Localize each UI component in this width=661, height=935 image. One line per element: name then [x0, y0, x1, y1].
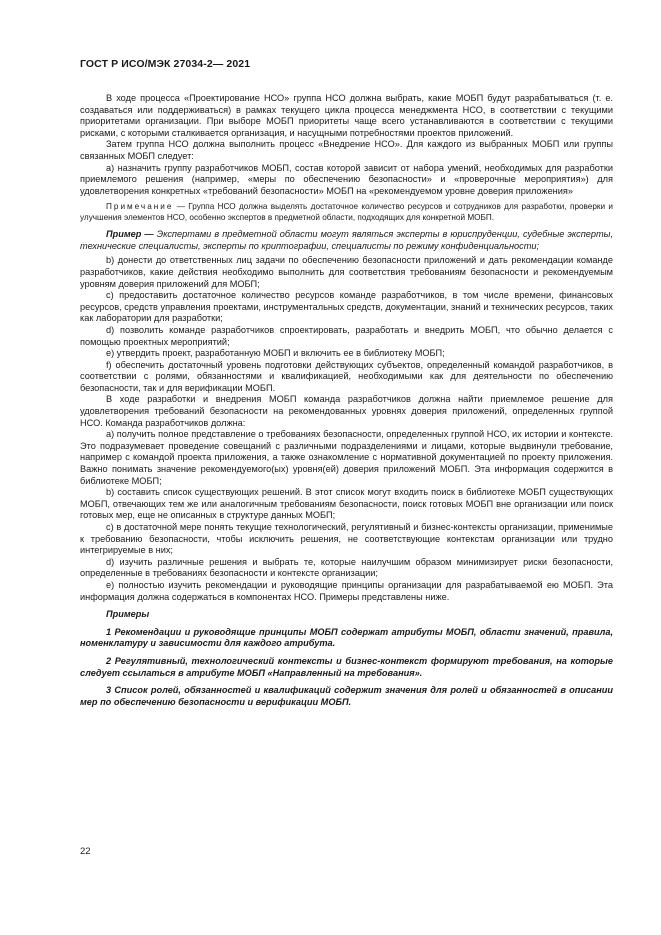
list-item-d-design: d) позволить команде разработчиков спроектировать, разработать и внедрить МОБП, что обычно делается с помощью проектных мероприятий;: [80, 324, 613, 347]
dev-item-b-list-solutions: b) составить список существующих решений. В этот список могут входить поиск в библиотеке МОБП существующих МОБП, отвечающих тем же или аналогичным требованиям безопасности, поиск готовых МОБП вне организации или поиск готовых мер, еще не описанных в структуре данных МОБП;: [80, 487, 613, 521]
example-block: [80, 229, 613, 252]
paragraph-design-process: В ходе процесса «Проектирование НСО» группа НСО должна выбрать, какие МОБП будут разрабатываться (т. е. создаваться или поддерживаться) в рамках текущего цикла процесса менеджмента НСО, в соответствии с текущими приоритетами организации. При выборе МОБП приоритеты чаще всего устанавливаются в соответствии с текущими рисками, с которыми сталкивается организация, и насущными потребностями проектов приложений.: [80, 93, 613, 138]
document-page: [80, 58, 613, 708]
list-item-e-approve: e) утвердить проект, разработанную МОБП и включить ее в библиотеку МОБП;: [106, 348, 445, 359]
list-item-f-training: f) обеспечить достаточный уровень подготовки действующих субъектов, определенный командой разработчиков, в соответствии с ролями, обязанностями и квалификацией, необходимыми как для деятельности по обеспечению безопасности, так и для верификации МОБП.: [80, 359, 613, 393]
list-item-a-assign-team: a) назначить группу разработчиков МОБП, состав которой зависит от набора умений, необходимых для разработки приемлемого решения (например, «меры по обеспечению безопасности» и «проверочные мероприятия») для удовлетворения конкретных «требований безопасности» МОБП на «рекомендуемом уровне доверия приложения»: [80, 162, 613, 196]
note-label: Примечание: [106, 202, 174, 212]
example-text: Экспертами в предметной области могут являться эксперты в юриспруденции, судебные эксперты, технические специалисты, эксперты по криптографии, специалисты по режиму конфиденциальности;: [80, 229, 613, 251]
dev-item-c-context: c) в достаточной мере понять текущие технологический, регулятивный и бизнес-контексты организации, применимые к требованию безопасности, чтобы исключить решения, не соответствующие контекстам организации или трудно интегрируемые в них;: [80, 522, 613, 556]
example-label: Пример —: [106, 229, 154, 240]
note-block: [80, 202, 613, 223]
dev-item-a-understand: a) получить полное представление о требованиях безопасности, определенных группой НСО, их истории и контексте. Это подразумевает проведение совещаний с различными подразделениями и лицами, которые выдвинули требование, например с командой проекта приложения, а также ознакомление с нормативной документацией по проекту приложения. Важно понимать значение рекомендуемого(ых) уровня(ей) доверия приложений МОБП. Эта информация содержится в библиотеке МОБП;: [80, 429, 613, 486]
list-item-b-communicate: b) донести до ответственных лиц задачи по обеспечению безопасности приложений и дать рекомендации команде разработчиков, какие действия необходимо выполнить для соответствия требованиям безопасности и рекомендуемым уровням доверия приложений для МОБП;: [80, 255, 613, 289]
dev-item-e-guidelines: e) полностью изучить рекомендации и руководящие принципы организации для разрабатываемой ею МОБП. Эта информация должна содержаться в компонентах НСО. Примеры представлены ниже.: [80, 579, 613, 602]
running-header: ГОСТ Р ИСО/МЭК 27034-2— 2021: [80, 58, 251, 70]
dev-item-d-select: d) изучить различные решения и выбрать те, которые наилучшим образом минимизирует риски безопасности, определенные в требованиях безопасности и контексте организации;: [80, 556, 613, 579]
paragraph-development: В ходе разработки и внедрения МОБП команда разработчиков должна найти приемлемое решение для удовлетворения требований безопасности на рекомендованных уровнях доверия приложений, определенных группой НСО. Команда разработчиков должна:: [80, 394, 613, 428]
list-item-c-resources: c) предоставить достаточное количество ресурсов команде разработчиков, в том числе времени, финансовых ресурсов, средств управления проектами, инструментальных средств, документации, знаний и технических ресурсов, таких как лаборатории для разработки;: [80, 290, 613, 324]
example-item-2: 2 Регулятивный, технологический контексты и бизнес-контекст формируют требования, на которые следует ссылаться в атрибуте МОБП «Направленный на требования».: [80, 655, 613, 678]
note-text: — Группа НСО должна выделять достаточное количество ресурсов и сотрудников для разработки, проверки и улучшения элементов НСО, особенно экспертов в предметной области, подходящих для конкретной МОБП.: [80, 202, 613, 222]
page-number: 22: [80, 846, 91, 857]
paragraph-implementation-process: Затем группа НСО должна выполнить процесс «Внедрение НСО». Для каждого из выбранных МОБП или группы связанных МОБП следует:: [80, 139, 613, 161]
example-item-1: 1 Рекомендации и руководящие принципы МОБП содержат атрибуты МОБП, области значений, правила, номенклатуру и зависимости для каждого атрибута.: [80, 626, 613, 649]
example-item-3: 3 Список ролей, обязанностей и квалификаций содержит значения для ролей и обязанностей в описании мер по обеспечению безопасности и верификации МОБП.: [80, 685, 613, 707]
examples-heading: Примеры: [106, 609, 150, 620]
